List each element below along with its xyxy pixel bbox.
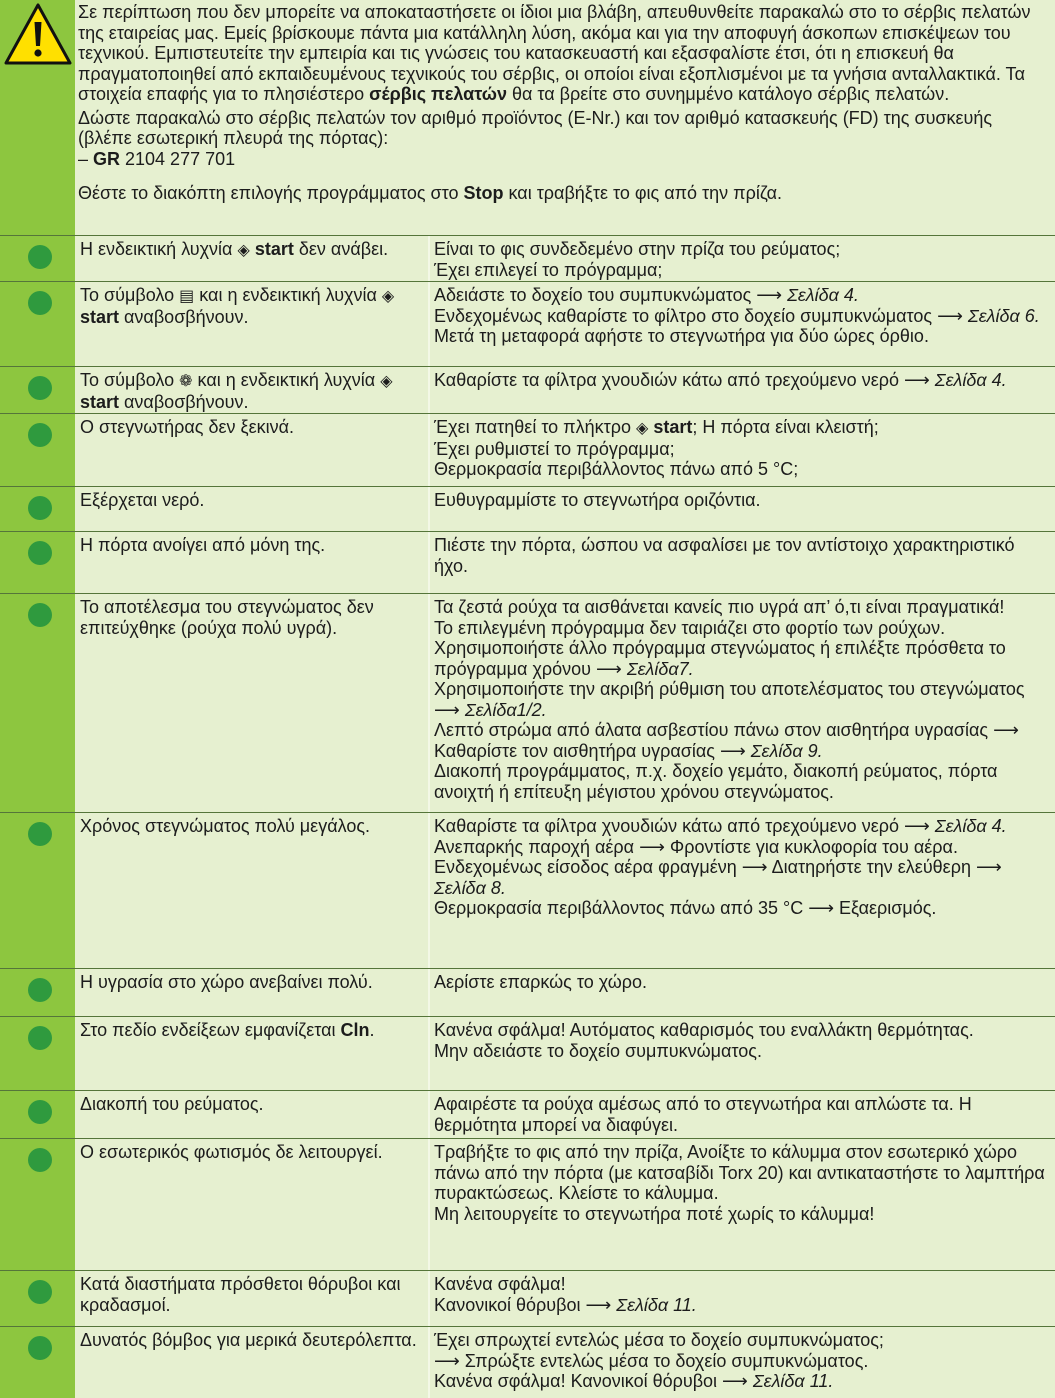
page-reference: Σελίδα1/2.: [464, 699, 547, 720]
row-marker-strip: [0, 1139, 75, 1270]
text-run: Πιέστε την πόρτα, ώσπου να ασφαλίσει με τον αντίστοιχο χαρακτηριστικό ήχο.: [434, 535, 1015, 576]
remedy-cell: [430, 1271, 1055, 1326]
text-run: Χρησιμοποιήστε την ακριβή ρύθμιση του αποτελέσματος του στεγνώματος ⟶: [434, 679, 1025, 720]
text-run: Έχει πατηθεί το πλήκτρο: [434, 417, 636, 437]
remedy-cell: [430, 969, 1055, 1016]
row-bullet-icon: [28, 423, 52, 447]
remedy-paragraph: [434, 679, 1049, 720]
bold-text: σέρβις πελατών: [369, 84, 507, 104]
fault-cell: [75, 813, 430, 968]
text-run: Ενδεχομένως καθαρίστε το φίλτρο στο δοχείο συμπυκνώματος ⟶: [434, 305, 968, 326]
fault-row: [0, 1016, 1055, 1090]
fault-row: [0, 486, 1055, 531]
text-run: Έχει ρυθμιστεί το πρόγραμμα;: [434, 438, 675, 459]
bold-text: Cln: [340, 1020, 370, 1040]
remedy-cell: [430, 1091, 1055, 1138]
text-run: Το σύμβολο: [80, 370, 180, 390]
text-run: Η πόρτα ανοίγει από μόνη της.: [80, 535, 326, 555]
text-run: Αερίστε επαρκώς το χώρο.: [434, 972, 647, 992]
remedy-cell: [430, 532, 1055, 593]
text-run: Μη λειτουργείτε το στεγνωτήρα ποτέ χωρίς το κάλυμμα!: [434, 1203, 875, 1224]
fault-row: [0, 235, 1055, 281]
row-bullet-icon: [28, 496, 52, 520]
text-run: Αδειάστε το δοχείο του συμπυκνώματος ⟶: [434, 285, 788, 305]
remedy-paragraph: [434, 638, 1049, 679]
remedy-paragraph: [434, 837, 1049, 858]
remedy-paragraph: [434, 260, 1049, 281]
row-bullet-icon: [28, 1336, 52, 1360]
page-reference: Σελίδα 4.: [934, 816, 1007, 836]
row-bullet-icon: [28, 1280, 52, 1304]
text-run: Διακοπή προγράμματος, π.χ. δοχείο γεμάτο, διακοπή ρεύματος, πόρτα ανοιχτή ή επίτευξη μέγιστου χρόνου στεγνώματος.: [434, 761, 998, 802]
remedy-paragraph: [434, 720, 1049, 761]
text-run: Τα ζεστά ρούχα τα αισθάνεται κανείς πιο υγρά απ’ ό,τι είναι πραγματικά!: [434, 597, 1005, 617]
text-run: Έχει επιλεγεί το πρόγραμμα;: [434, 259, 663, 280]
text-run: Χρόνος στεγνώματος πολύ μεγάλος.: [80, 816, 371, 836]
service-intro-paragraph: [78, 2, 1049, 105]
text-run: Διακοπή του ρεύματος.: [80, 1094, 264, 1114]
condensate-container-icon: ▤: [179, 286, 195, 305]
text-run: Μετά τη μεταφορά αφήστε το στεγνωτήρα για δύο ώρες όρθιο.: [434, 326, 929, 346]
text-run: Η υγρασία στο χώρο ανεβαίνει πολύ.: [80, 972, 373, 992]
remedy-paragraph: [434, 761, 1049, 802]
remedy-cell: [430, 414, 1055, 486]
text-run: Το επιλεγμένη πρόγραμμα δεν ταιριάζει στο φορτίο των ρούχων.: [434, 617, 946, 638]
remedy-paragraph: [434, 326, 1049, 347]
text-run: Εξέρχεται νερό.: [80, 490, 205, 510]
service-info-text: [75, 0, 1055, 235]
start-icon: ◈: [237, 240, 255, 259]
fault-row: [0, 531, 1055, 593]
remedy-paragraph: [434, 597, 1049, 618]
page-reference: Σελίδα 6.: [967, 305, 1040, 326]
fault-row: [0, 593, 1055, 812]
row-marker-strip: [0, 813, 75, 968]
remedy-cell: [430, 236, 1055, 281]
remedy-cell: [430, 594, 1055, 812]
text-run: 2104 277 701: [120, 148, 236, 169]
row-marker-strip: [0, 1017, 75, 1090]
remedy-cell: [430, 367, 1055, 413]
bold-text: start: [80, 306, 120, 327]
remedy-paragraph: [434, 1020, 1049, 1041]
text-run: Στο πεδίο ενδείξεων εμφανίζεται: [80, 1020, 341, 1040]
fault-cell: [75, 969, 430, 1016]
text-run: Σε περίπτωση που δεν μπορείτε να αποκαταστήσετε οι ίδιοι μια βλάβη, απευθυνθείτε παρακαλώ στο το σέρβις πελατών της εταιρείας μας. Εμείς βρίσκουμε πάντα μια κατάλληλη λύση, ακόμα και για την αποφυγή άσκοπων επισκέψεων του τεχνικού. Εμπιστευτείτε την εμπειρία και τις γνώσεις του κατασκευαστή και εξασφαλίστε έτσι, ότι η επισκευή θα πραγματοποιηθεί από εκπαιδευμένους τεχνικούς του σέρβις, οι οποίοι είναι εξοπλισμένοι με τα γνήσια ανταλλακτικά. Τα στοιχεία επαφής για το πλησιέστερο: [78, 2, 1031, 104]
sidebar-strip: [0, 0, 75, 235]
remedy-cell: [430, 1139, 1055, 1270]
row-marker-strip: [0, 414, 75, 486]
text-run: Δώστε παρακαλώ στο σέρβις πελατών τον αριθμό προϊόντος (E-Nr.) και τον αριθμό κατασκευής (FD) της συσκευής (βλέπε εσωτερική πλευρά της πόρτας):: [78, 107, 993, 148]
text-run: Κατά διαστήματα πρόσθετοι θόρυβοι και κραδασμοί.: [80, 1274, 401, 1315]
text-run: Ευθυγραμμίστε το στεγνωτήρα οριζόντια.: [434, 490, 761, 510]
page-reference: Σελίδα7.: [626, 658, 694, 679]
text-run: Ο στεγνωτήρας δεν ξεκινά.: [80, 417, 295, 437]
fault-cell: [75, 532, 430, 593]
text-run: Ενδεχομένως είσοδος αέρα φραγμένη ⟶ Διατηρήστε την ελεύθερη ⟶: [434, 857, 1002, 877]
remedy-paragraph: [434, 1094, 1049, 1135]
remedy-cell: [430, 282, 1055, 366]
text-run: Κανένα σφάλμα!: [434, 1274, 566, 1294]
row-marker-strip: [0, 1091, 75, 1138]
row-bullet-icon: [28, 603, 52, 627]
fault-cell: [75, 1139, 430, 1270]
remedy-paragraph: [434, 306, 1049, 327]
fault-row: [0, 1090, 1055, 1138]
remedy-paragraph: [434, 370, 1049, 391]
remedy-cell: [430, 1017, 1055, 1090]
row-bullet-icon: [28, 376, 52, 400]
remedy-paragraph: [434, 535, 1049, 576]
bold-text: start: [254, 239, 294, 259]
remedy-paragraph: [434, 417, 1049, 439]
fault-row: [0, 1326, 1055, 1398]
fault-cell: [75, 367, 430, 413]
remedy-paragraph: [434, 898, 1049, 919]
row-bullet-icon: [28, 822, 52, 846]
text-run: Δυνατός βόμβος για μερικά δευτερόλεπτα.: [80, 1330, 417, 1350]
row-marker-strip: [0, 969, 75, 1016]
product-number-paragraph: [78, 108, 1049, 149]
text-run: Έχει σπρωχτεί εντελώς μέσα το δοχείο συμπυκνώματος;: [434, 1330, 884, 1350]
remedy-paragraph: [434, 1351, 1049, 1372]
bold-text: start: [80, 391, 120, 412]
fluff-filter-icon: ❁: [179, 371, 193, 390]
text-run: Κανένα σφάλμα! Κανονικοί θόρυβοι ⟶: [434, 1371, 753, 1391]
text-run: αναβοσβήνουν.: [119, 306, 249, 327]
row-bullet-icon: [28, 245, 52, 269]
text-run: Το αποτέλεσμα του στεγνώματος δεν επιτεύχθηκε (ρούχα πολύ υγρά).: [80, 597, 374, 638]
text-run: Κανένα σφάλμα! Αυτόματος καθαρισμός του εναλλάκτη θερμότητας.: [434, 1020, 974, 1040]
remedy-paragraph: [434, 1204, 1049, 1225]
start-icon: ◈: [635, 418, 654, 437]
row-marker-strip: [0, 532, 75, 593]
remedy-paragraph: [434, 285, 1049, 306]
fault-row: [0, 366, 1055, 413]
text-run: ⟶ Σπρώξτε εντελώς μέσα το δοχείο συμπυκνώματος.: [434, 1350, 869, 1371]
service-info-section: [0, 0, 1055, 235]
fault-cell: [75, 414, 430, 486]
text-run: Θερμοκρασία περιβάλλοντος πάνω από 5 °C;: [434, 459, 799, 479]
text-run: Αφαιρέστε τα ρούχα αμέσως από το στεγνωτήρα και απλώστε τα. Η θερμότητα μπορεί να διαφύγει.: [434, 1094, 972, 1135]
row-marker-strip: [0, 1271, 75, 1326]
row-bullet-icon: [28, 978, 52, 1002]
text-run: Θερμοκρασία περιβάλλοντος πάνω από 35 °C ⟶ Εξαερισμός.: [434, 898, 937, 918]
text-run: Το σύμβολο: [80, 285, 180, 305]
page-reference: Σελίδα 11.: [752, 1371, 834, 1391]
fault-row: [0, 1270, 1055, 1326]
row-marker-strip: [0, 594, 75, 812]
row-marker-strip: [0, 282, 75, 366]
text-run: δεν ανάβει.: [293, 239, 389, 259]
row-bullet-icon: [28, 1148, 52, 1172]
fault-row: [0, 281, 1055, 366]
text-run: .: [369, 1020, 375, 1040]
fault-row: [0, 968, 1055, 1016]
text-run: Λεπτό στρώμα από άλατα ασβεστίου πάνω στον αισθητήρα υγρασίας ⟶ Καθαρίστε τον αισθητήρα υγρασίας ⟶: [434, 720, 1019, 761]
text-run: αναβοσβήνουν.: [119, 391, 249, 412]
text-run: Ανεπαρκής παροχή αέρα ⟶ Φροντίστε για κυκλοφορία του αέρα.: [434, 836, 958, 857]
text-run: ; Η πόρτα είναι κλειστή;: [692, 417, 879, 437]
remedy-paragraph: [434, 1371, 1049, 1392]
fault-cell: [75, 1271, 430, 1326]
page-reference: Σελίδα 4.: [934, 370, 1007, 390]
fault-row: [0, 812, 1055, 968]
remedy-paragraph: [434, 459, 1049, 480]
row-marker-strip: [0, 367, 75, 413]
row-marker-strip: [0, 236, 75, 281]
page-reference: Σελίδα 9.: [750, 740, 823, 761]
text-run: και η ενδεικτική λυχνία: [192, 370, 381, 390]
text-run: –: [78, 148, 94, 169]
remedy-paragraph: [434, 1041, 1049, 1062]
page-reference: Σελίδα 4.: [787, 285, 859, 305]
remedy-paragraph: [434, 239, 1049, 260]
row-bullet-icon: [28, 1100, 52, 1124]
text-run: Τραβήξτε το φις από την πρίζα, Ανοίξτε το κάλυμμα στον εσωτερικό χώρο πάνω από την πόρτα (με κατσαβίδι Torx 20) και αντικαταστήστε το λαμπτήρα πυρακτώσεως. Κλείστε το κάλυμμα.: [434, 1142, 1045, 1203]
fault-cell: [75, 594, 430, 812]
fault-remedy-table: [0, 235, 1055, 1398]
start-icon: ◈: [380, 371, 393, 390]
text-run: Η ενδεικτική λυχνία: [80, 239, 238, 259]
remedy-paragraph: [434, 618, 1049, 639]
service-phone-line: [78, 149, 1049, 170]
remedy-paragraph: [434, 1142, 1049, 1204]
fault-cell: [75, 1091, 430, 1138]
fault-cell: [75, 282, 430, 366]
page-reference: Σελίδα 8.: [434, 877, 506, 898]
bold-text: Stop: [463, 183, 504, 203]
remedy-cell: [430, 813, 1055, 968]
text-run: θα τα βρείτε στο συνημμένο κατάλογο σέρβις πελατών.: [507, 84, 950, 104]
row-marker-strip: [0, 1327, 75, 1398]
text-run: Μην αδειάστε το δοχείο συμπυκνώματος.: [434, 1040, 762, 1061]
start-icon: ◈: [381, 286, 395, 305]
text-run: Καθαρίστε τα φίλτρα χνουδιών κάτω από τρεχούμενο νερό ⟶: [434, 816, 935, 836]
fault-cell: [75, 487, 430, 531]
row-bullet-icon: [28, 1026, 52, 1050]
program-stop-instruction: [78, 183, 1049, 204]
text-run: Ο εσωτερικός φωτισμός δε λειτουργεί.: [80, 1142, 383, 1162]
remedy-paragraph: [434, 816, 1049, 837]
row-marker-strip: [0, 487, 75, 531]
fault-row: [0, 1138, 1055, 1270]
row-bullet-icon: [28, 291, 52, 315]
remedy-paragraph: [434, 857, 1049, 898]
fault-row: [0, 413, 1055, 486]
text-run: Κανονικοί θόρυβοι ⟶: [434, 1294, 617, 1315]
remedy-paragraph: [434, 1330, 1049, 1351]
remedy-paragraph: [434, 972, 1049, 993]
row-bullet-icon: [28, 541, 52, 565]
remedy-cell: [430, 1327, 1055, 1398]
text-run: και η ενδεικτική λυχνία: [194, 285, 382, 305]
fault-cell: [75, 1017, 430, 1090]
fault-cell: [75, 236, 430, 281]
remedy-paragraph: [434, 1295, 1049, 1316]
remedy-cell: [430, 487, 1055, 531]
text-run: Θέστε το διακόπτη επιλογής προγράμματος στο: [78, 183, 464, 203]
text-run: Χρησιμοποιήστε άλλο πρόγραμμα στεγνώματος ή επιλέξτε πρόσθετα το πρόγραμμα χρόνου ⟶: [434, 638, 1006, 679]
page-reference: Σελίδα 11.: [616, 1294, 697, 1315]
text-run: και τραβήξτε το φις από την πρίζα.: [503, 183, 782, 203]
text-run: Είναι το φις συνδεδεμένο στην πρίζα του ρεύματος;: [434, 239, 841, 259]
bold-text: start: [653, 417, 693, 437]
remedy-paragraph: [434, 490, 1049, 511]
warning-triangle-icon: [3, 2, 73, 66]
bold-text: GR: [93, 148, 121, 169]
text-run: Καθαρίστε τα φίλτρα χνουδιών κάτω από τρεχούμενο νερό ⟶: [434, 370, 935, 390]
remedy-paragraph: [434, 1274, 1049, 1295]
remedy-paragraph: [434, 439, 1049, 460]
fault-cell: [75, 1327, 430, 1398]
